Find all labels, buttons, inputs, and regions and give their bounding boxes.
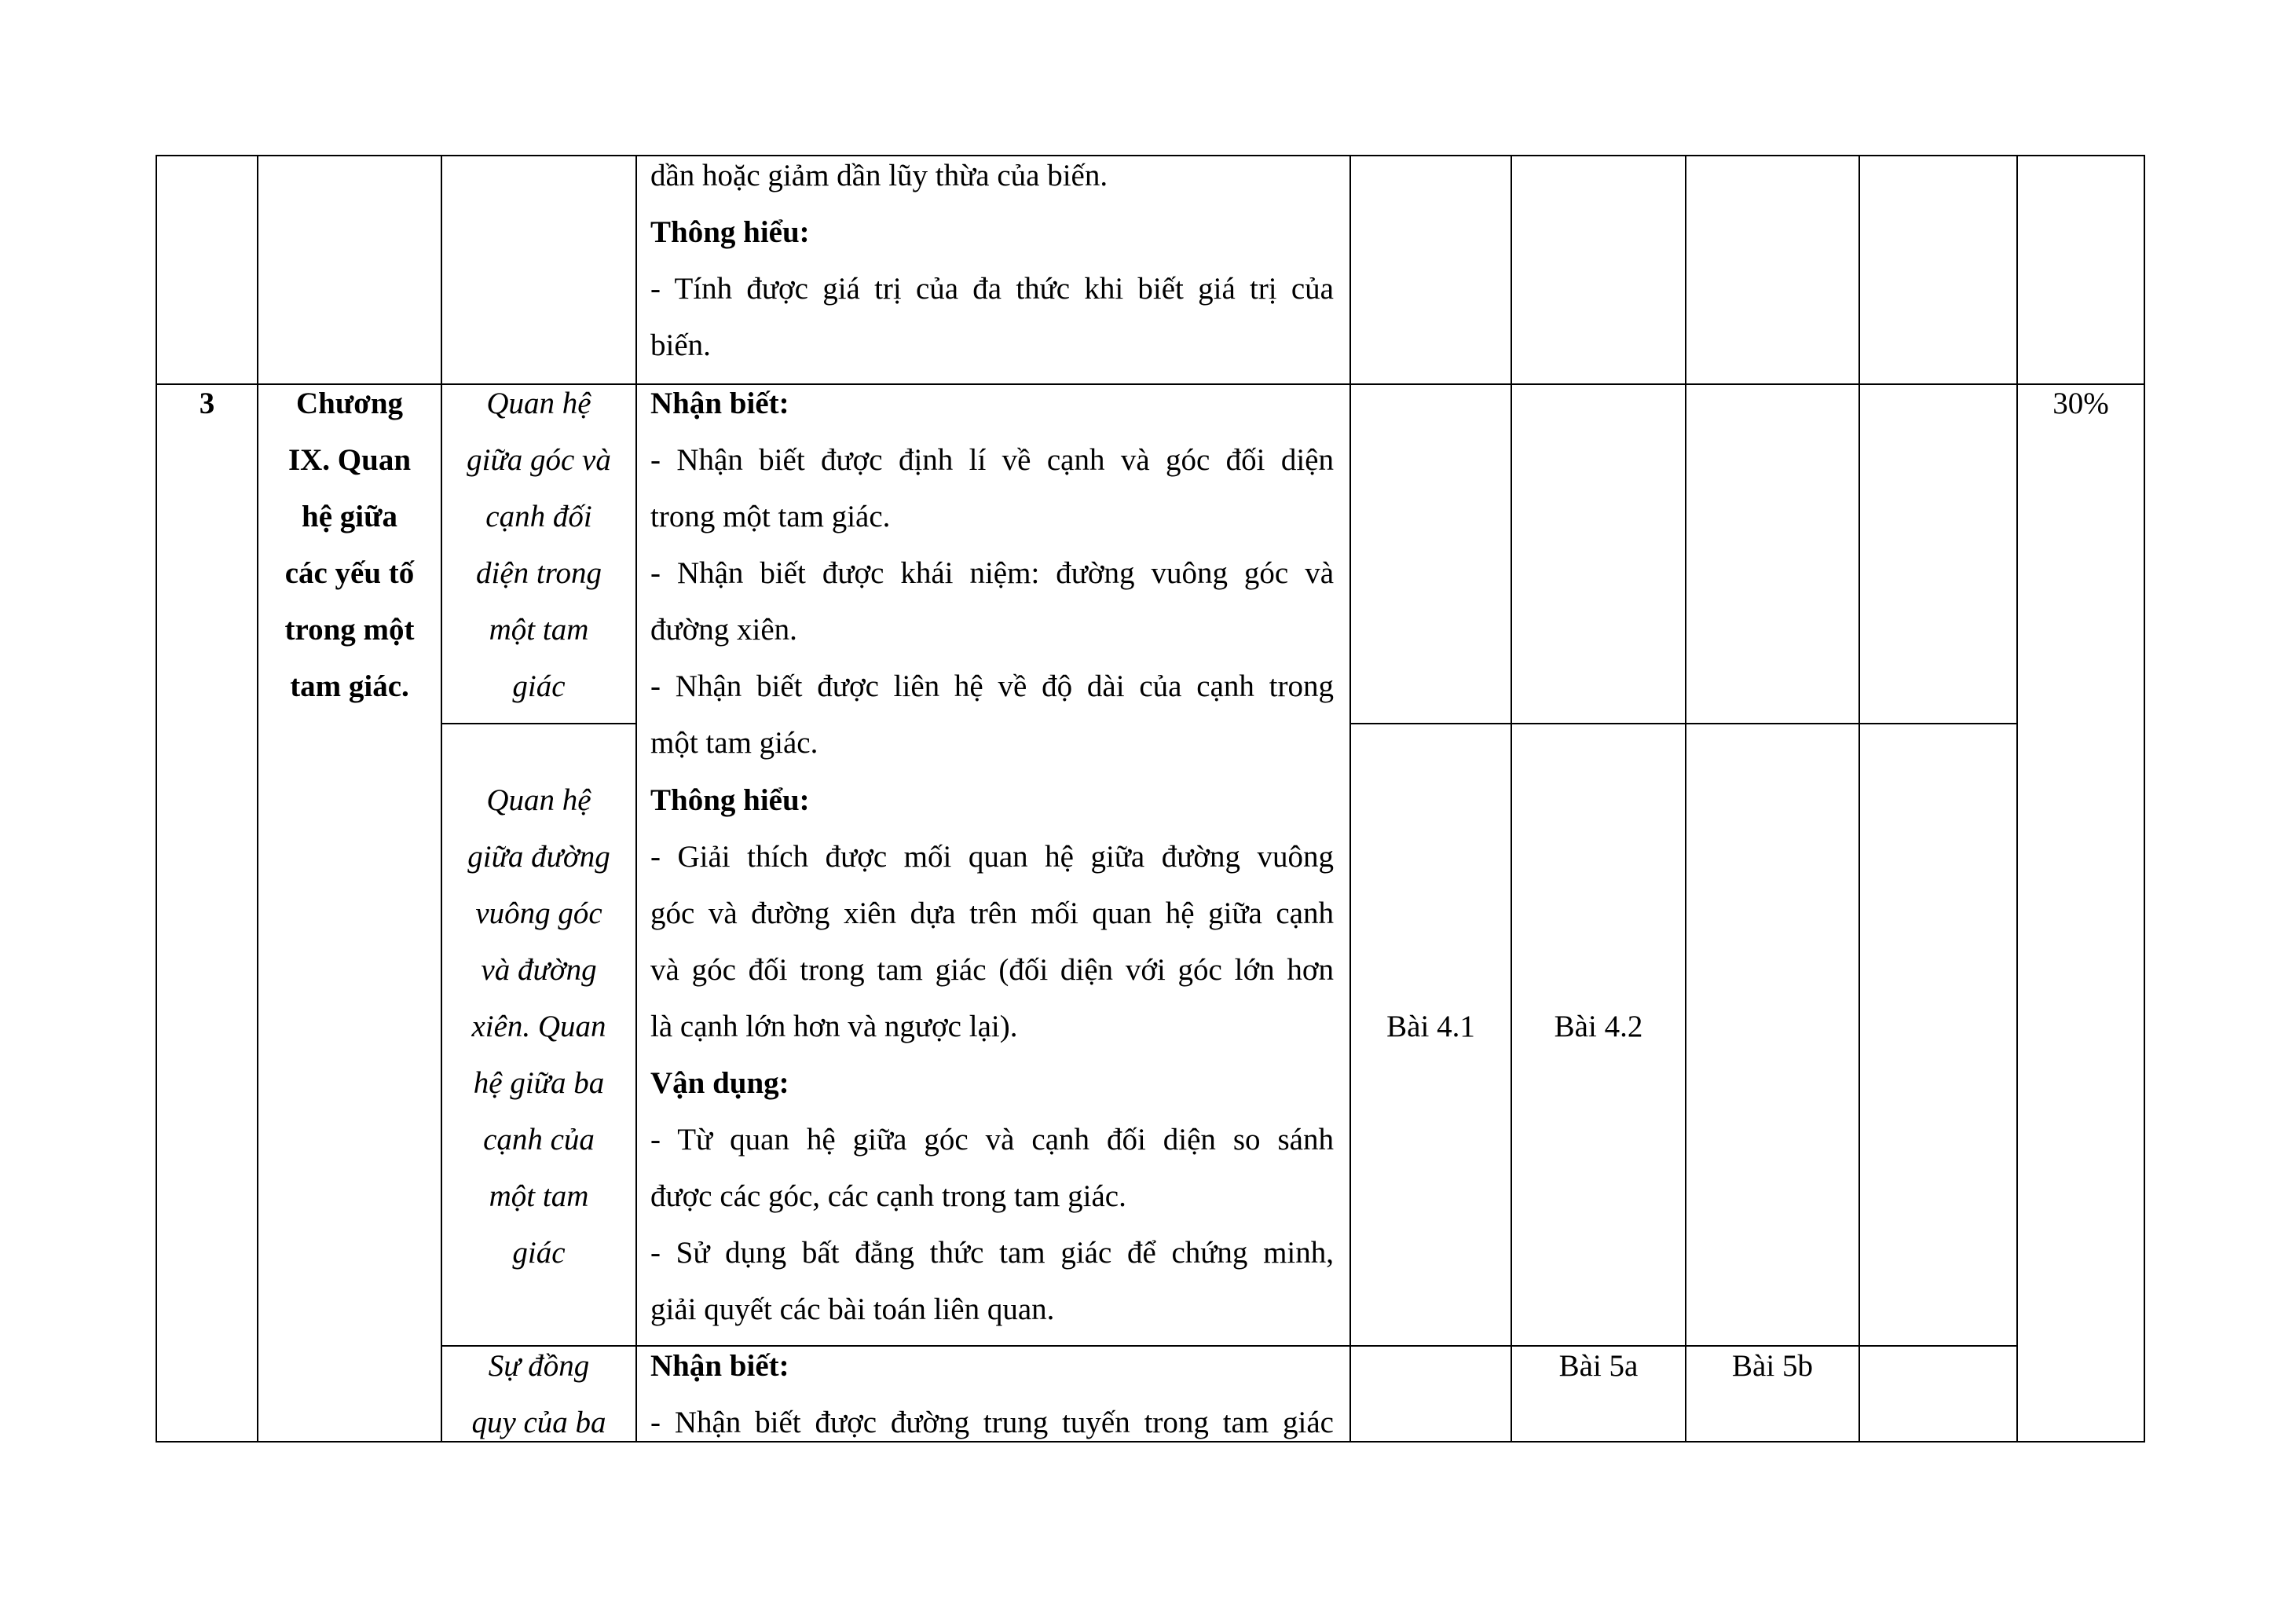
content-line: - Nhận biết được đường trung tuyến trong tam giác	[650, 1406, 1334, 1439]
topic-line: một tam	[489, 613, 589, 647]
content-line: và góc đối trong tam giác (đối diện với góc lớn hơn	[650, 953, 1334, 987]
grid-line	[1349, 155, 1351, 1443]
topic-line: giữa góc và	[467, 443, 611, 477]
topic-line: cạnh đối	[485, 500, 592, 533]
question-cell-nb-topic2: Bài 4.1	[1386, 1010, 1475, 1043]
grid-line	[635, 155, 637, 1443]
topic-line: giác	[512, 1236, 566, 1270]
content-line: giải quyết các bài toán liên quan.	[650, 1292, 1055, 1326]
topic-line: giác	[512, 669, 566, 703]
question-cell-vd-topic3: Bài 5b	[1732, 1349, 1813, 1383]
content-line: - Nhận biết được khái niệm: đường vuông góc và	[650, 556, 1334, 590]
content-line: biến.	[650, 328, 711, 362]
grid-line	[441, 723, 635, 724]
topic-line: quy của ba	[471, 1406, 606, 1439]
chapter-line: tam giác.	[290, 669, 409, 703]
topic-line: xiên. Quan	[471, 1010, 606, 1043]
content-line: dần hoặc giảm dần lũy thừa của biến.	[650, 159, 1108, 192]
content-line: - Giải thích được mối quan hệ giữa đường vuông	[650, 840, 1334, 874]
content-heading: Nhận biết:	[650, 387, 789, 420]
topic-line: cạnh của	[483, 1123, 595, 1157]
content-heading: Nhận biết:	[650, 1349, 789, 1383]
chapter-line: hệ giữa	[302, 500, 397, 533]
topic-line: Quan hệ	[486, 387, 591, 420]
content-line: trong một tam giác.	[650, 500, 891, 533]
chapter-line: Chương	[295, 387, 404, 420]
content-line: đường xiên.	[650, 613, 797, 647]
grid-line	[257, 155, 258, 1443]
question-cell-th-topic2: Bài 4.2	[1554, 1010, 1643, 1043]
content-heading: Vận dụng:	[650, 1066, 789, 1100]
topic-line: Sự đồng	[488, 1349, 590, 1383]
grid-line	[2144, 155, 2145, 1443]
grid-line	[1349, 723, 2017, 724]
topic-line: vuông góc	[475, 896, 602, 930]
chapter-line: IX. Quan	[287, 443, 412, 477]
topic-line: diện trong	[476, 556, 602, 590]
percent-cell: 30%	[2052, 387, 2109, 420]
content-line: - Tính được giá trị của đa thức khi biết giá trị của	[650, 272, 1334, 306]
content-line: - Nhận biết được định lí về cạnh và góc đối diện	[650, 443, 1334, 477]
grid-line	[2016, 155, 2018, 1443]
content-line: là cạnh lớn hơn và ngược lại).	[650, 1010, 1018, 1043]
content-line: - Sử dụng bất đẳng thức tam giác để chứng minh,	[650, 1236, 1334, 1270]
grid-line	[1511, 155, 1512, 1443]
topic-line: một tam	[489, 1179, 589, 1213]
question-cell-th-topic3: Bài 5a	[1558, 1349, 1639, 1383]
grid-line	[156, 155, 157, 1443]
topic-line: Quan hệ	[486, 783, 591, 817]
topic-line: giữa đường	[467, 840, 610, 874]
topic-line: và đường	[481, 953, 597, 987]
chapter-line: các yếu tố	[284, 556, 415, 590]
content-heading: Thông hiểu:	[650, 783, 810, 817]
content-line: - Từ quan hệ giữa góc và cạnh đối diện so sánh	[650, 1123, 1334, 1157]
chapter-line: trong một	[284, 613, 415, 647]
grid-line	[1685, 155, 1686, 1443]
content-line: được các góc, các cạnh trong tam giác.	[650, 1179, 1126, 1213]
content-line: góc và đường xiên dựa trên mối quan hệ giữa cạnh	[650, 896, 1334, 930]
content-line: - Nhận biết được liên hệ về độ dài của cạnh trong	[650, 669, 1334, 703]
row-number: 3	[199, 387, 215, 420]
content-heading: Thông hiểu:	[650, 215, 810, 249]
grid-line	[1858, 155, 1860, 1443]
topic-line: hệ giữa ba	[473, 1066, 605, 1100]
content-line: một tam giác.	[650, 726, 818, 760]
